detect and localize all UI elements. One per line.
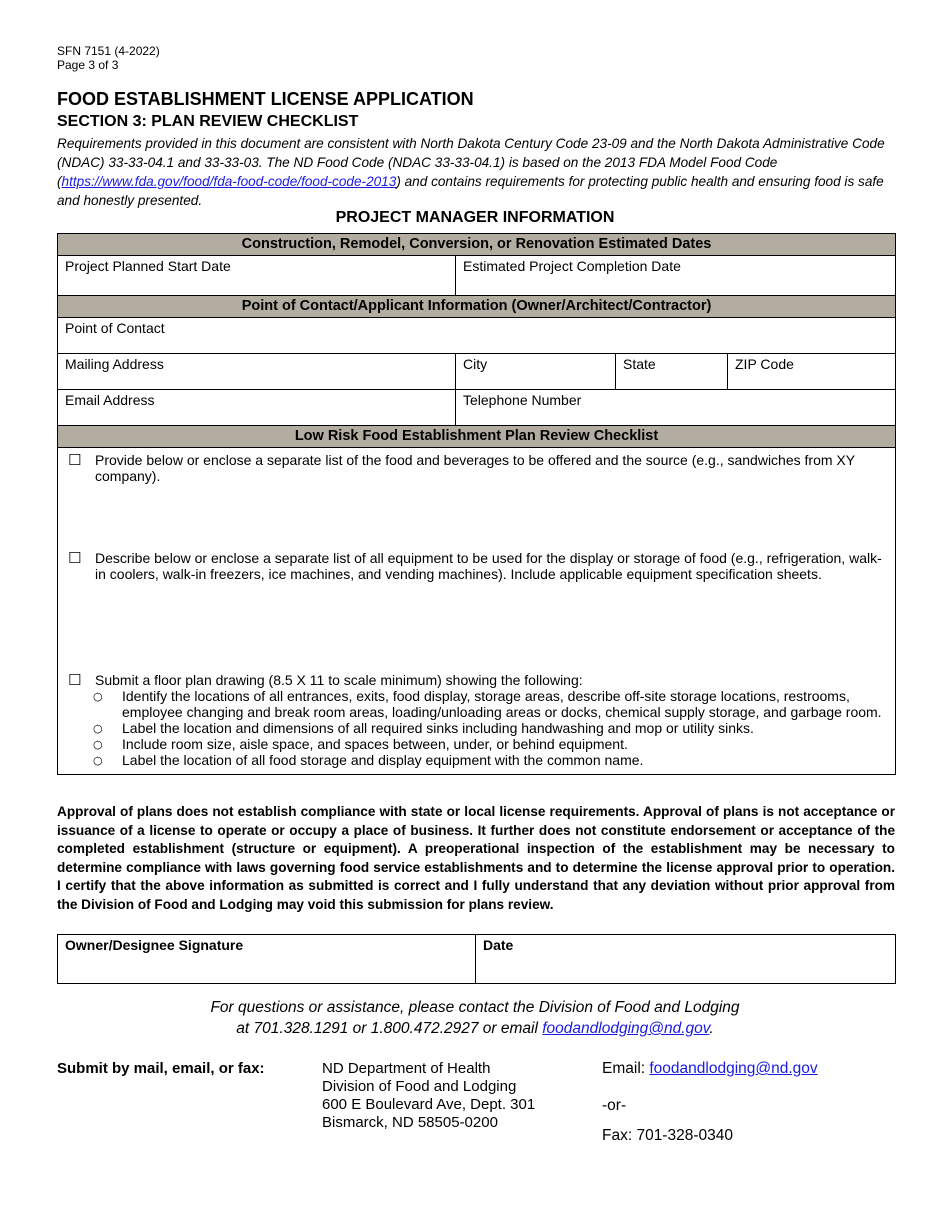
checkbox-icon[interactable]: ☐ (68, 451, 82, 469)
list-item: ○ Label the location and dimensions of all required sinks including handwashing and mop or utility sinks. (93, 720, 754, 736)
list-item: ○ Identify the locations of all entrances, exits, food display, storage areas, describe off-site storage locations, restrooms, employee changing and break room areas, loading/unloading areas or docks, chemical supply storage, and garbage room. (93, 688, 882, 720)
checkbox-icon[interactable]: ☐ (68, 671, 82, 689)
signature-date-field[interactable]: Date (476, 935, 896, 984)
circle-bullet-icon: ○ (93, 754, 103, 767)
form-id (57, 44, 160, 72)
checkbox-icon[interactable]: ☐ (68, 549, 82, 567)
form-number: SFN 7151 (4-2022) (57, 44, 160, 58)
dates-header: Construction, Remodel, Conversion, or Renovation Estimated Dates (58, 234, 896, 256)
checklist-item-food: ☐ Provide below or enclose a separate list of the food and beverages to be offered and the source (e.g., sandwiches from XY company). (68, 451, 855, 484)
or-separator: -or- (602, 1097, 627, 1114)
completion-date-field[interactable]: Estimated Project Completion Date (456, 256, 896, 296)
circle-bullet-icon: ○ (93, 738, 103, 751)
city-field[interactable]: City (456, 354, 616, 390)
section-title: SECTION 3: PLAN REVIEW CHECKLIST (57, 113, 359, 130)
list-item: ○ Include room size, aisle space, and spaces between, under, or behind equipment. (93, 736, 628, 752)
project-info-table (57, 233, 896, 775)
list-item: ○ Label the location of all food storage and display equipment with the common name. (93, 752, 644, 768)
fda-food-code-link[interactable]: https://www.fda.gov/food/fda-food-code/food-code-2013 (61, 174, 397, 189)
project-manager-heading: PROJECT MANAGER INFORMATION (335, 209, 615, 226)
assistance-note: For questions or assistance, please contact the Division of Food and Lodging at 701.328.1291 or 1.800.472.2927 or email foodandlodging@nd.gov. (210, 999, 740, 1037)
signature-table (57, 934, 896, 984)
document-title: FOOD ESTABLISHMENT LICENSE APPLICATION (57, 89, 474, 109)
contact-header: Point of Contact/Applicant Information (Owner/Architect/Contractor) (58, 296, 896, 318)
submit-email-link[interactable]: foodandlodging@nd.gov (649, 1060, 818, 1077)
checklist-item-equipment: ☐ Describe below or enclose a separate list of all equipment to be used for the display or storage of food (e.g., refrigeration, walk-in coolers, walk-in freezers, ice machines, and vending machines). Include applicable equipment specification sheets. (68, 549, 882, 582)
circle-bullet-icon: ○ (93, 722, 103, 735)
point-of-contact-field[interactable]: Point of Contact (58, 318, 896, 354)
state-field[interactable]: State (616, 354, 728, 390)
email-address-field[interactable]: Email Address (58, 390, 456, 426)
checklist-body (58, 448, 896, 775)
mailing-address-field[interactable]: Mailing Address (58, 354, 456, 390)
mailing-address-block: ND Department of Health Division of Food and Lodging 600 E Boulevard Ave, Dept. 301 Bismarck, ND 58505-0200 (322, 1060, 536, 1131)
floor-plan-requirements (66, 688, 887, 768)
checklist-item-floor-plan: ☐ Submit a floor plan drawing (8.5 X 11 to scale minimum) showing the following: (68, 671, 583, 689)
submit-email: Email: foodandlodging@nd.gov (602, 1060, 818, 1077)
fax-number: Fax: 701-328-0340 (602, 1127, 733, 1144)
checklist-header: Low Risk Food Establishment Plan Review Checklist (58, 426, 896, 448)
approval-statement: Approval of plans does not establish compliance with state or local license requirements. Approval of plans is not acceptance or issuance of a license to operate or occupy a place of business. It further does not constitute endorsement or acceptance of the completed establishment (structure or equipment). A preoperational inspection of the establishment may be necessary to determine compliance with laws governing food service establishments and to determine the license approval prior to operation. I certify that the above information as submitted is correct and I fully understand that any deviation without prior approval from the Division of Food and Lodging may void this submission for plans review. (57, 804, 895, 912)
intro-paragraph: Requirements provided in this document are consistent with North Dakota Century Code 23-09 and the North Dakota Administrative Code (NDAC) 33-33-04.1 and 33-33-03. The ND Food Code (NDAC 33-33-04.1) is based on the 2013 FDA Model Food Code (https://www.fda.gov/food/fda-food-code/food-code-2013) and contains requirements for protecting public health and ensuring food is safe and honestly presented. (57, 136, 885, 208)
page-number: Page 3 of 3 (57, 58, 119, 72)
zip-field[interactable]: ZIP Code (728, 354, 896, 390)
assistance-email-link[interactable]: foodandlodging@nd.gov (542, 1020, 710, 1037)
owner-signature-field[interactable]: Owner/Designee Signature (58, 935, 476, 984)
submit-label: Submit by mail, email, or fax: (57, 1060, 265, 1077)
telephone-field[interactable]: Telephone Number (456, 390, 896, 426)
start-date-field[interactable]: Project Planned Start Date (58, 256, 456, 296)
circle-bullet-icon: ○ (93, 690, 103, 703)
